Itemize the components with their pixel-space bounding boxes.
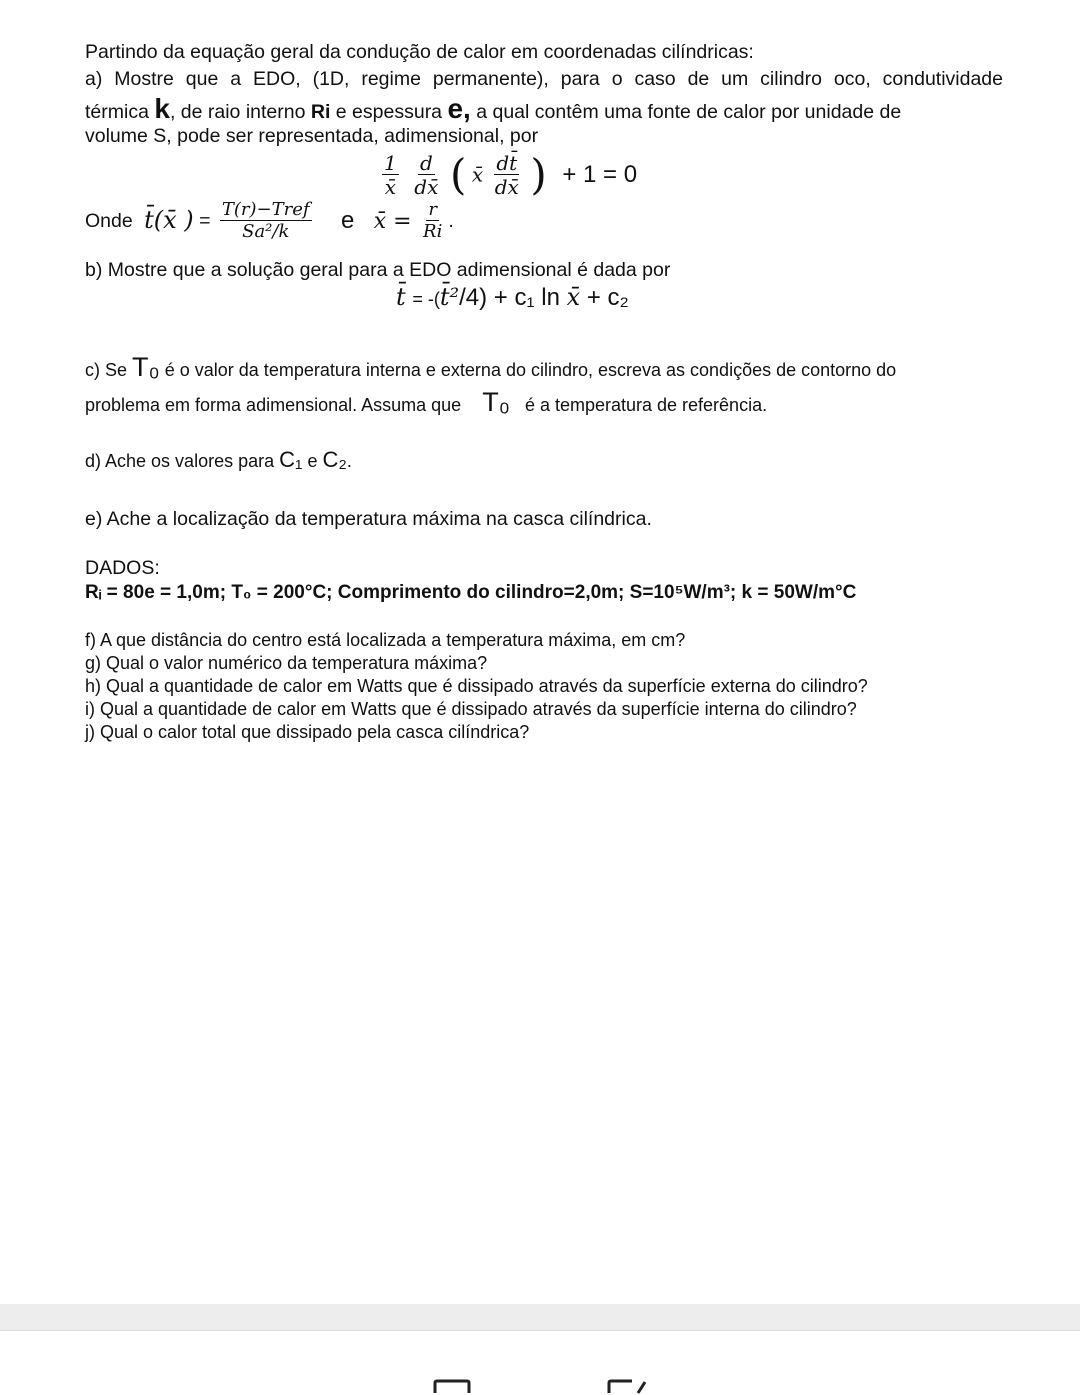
bottom-toolbar	[0, 1330, 1080, 1393]
onde-label: Onde	[85, 209, 133, 232]
symbol-k: k	[154, 93, 170, 124]
page-separator	[0, 1304, 1080, 1330]
onde-dot: .	[448, 209, 454, 232]
sol-mid: = -(	[412, 289, 440, 309]
question-h: h) Qual a quantidade de calor em Watts que é dissipado através da superfície externa do cilindro?	[85, 676, 868, 696]
dados-line: Rᵢ = 80e = 1,0m; T₀ = 200°C; Comprimento do cilindro=2,0m; S=10⁵W/m³; k = 50W/m°C	[85, 582, 857, 603]
c-line2-pre: problema em forma adimensional. Assuma que	[85, 395, 462, 415]
item-d	[85, 447, 352, 472]
sol-end: + c₂	[586, 284, 629, 311]
sol-t2: t̄²	[439, 283, 460, 311]
item-e: e) Ache a localização da temperatura máxima na casca cilíndrica.	[85, 508, 652, 530]
text-raio: , de raio interno	[169, 101, 306, 123]
d-c1: C₁	[279, 447, 303, 472]
onde-eq: =	[199, 209, 211, 232]
item-a-line1: a) Mostre que a EDO, (1D, regime permanente), para o caso de um cilindro oco, condutividade	[85, 68, 1003, 90]
d-end: .	[346, 451, 352, 471]
frac-d-dx: $\frac{d}{dx̄}$	[414, 150, 439, 199]
paren-close: )	[530, 150, 547, 199]
ode-rhs: + 1 = 0	[562, 161, 638, 189]
d-pre: d) Ache os valores para	[85, 451, 275, 471]
frac-r-ri: $\frac{r}{Ri}$	[423, 199, 443, 242]
onde-lhs: t̄(x̄ )	[144, 206, 194, 235]
crop-icon[interactable]	[432, 1379, 472, 1395]
question-i: i) Qual a quantidade de calor em Watts que é dissipado através da superfície interna do cilindro?	[85, 699, 857, 719]
symbol-e: e,	[447, 93, 471, 124]
xbar: x̄	[471, 162, 484, 187]
question-g: g) Qual o valor numérico da temperatura máxima?	[85, 653, 488, 673]
onde-e: e	[341, 207, 355, 235]
text-termica: térmica	[85, 101, 149, 123]
frac-one-over-x: $\frac{1}{x̄}$	[384, 150, 397, 199]
edit-icon[interactable]	[606, 1379, 646, 1395]
symbol-ri: Ri	[310, 101, 331, 123]
c-line2-t0: T₀	[482, 387, 510, 417]
paren-open: (	[449, 150, 467, 199]
item-c-line2	[85, 387, 767, 418]
onde-definitions	[85, 200, 454, 242]
frac-dt-dx: $\frac{dt̄}{dx̄}$	[494, 150, 519, 199]
c-pre: c) Se	[85, 360, 128, 380]
sol-x: x̄	[566, 283, 581, 311]
frac-temperature: $\frac{\text{T(r)−Tref}}{\text{Sa²/k}}$	[221, 199, 310, 242]
d-mid: e	[307, 451, 318, 471]
item-a-line3: volume S, pode ser representada, adimensional, por	[85, 125, 539, 147]
item-a-line2	[85, 93, 901, 125]
question-f: f) A que distância do centro está localizada a temperatura máxima, em cm?	[85, 630, 686, 650]
c-post: é o valor da temperatura interna e externa do cilindro, escreva as condições de contorno do	[164, 360, 897, 380]
item-b-line: b) Mostre que a solução geral para a EDO adimensional é dada por	[85, 259, 671, 281]
c-t0: T₀	[132, 352, 160, 382]
dados-title: DADOS:	[85, 557, 160, 579]
c-line2-post: é a temperatura de referência.	[524, 395, 768, 415]
d-c2: C₂	[322, 447, 347, 472]
ode-equation	[378, 151, 637, 199]
onde-xbar: x̄ =	[373, 208, 412, 234]
text-fonte: a qual contêm uma fonte de calor por unidade de	[476, 101, 902, 123]
general-solution	[396, 284, 629, 312]
sol-t: t̄	[396, 283, 406, 311]
intro-text: Partindo da equação geral da condução de calor em coordenadas cilíndricas:	[85, 41, 754, 63]
text-espessura: e espessura	[335, 101, 443, 123]
question-j: j) Qual o calor total que dissipado pela casca cilíndrica?	[85, 722, 530, 742]
item-c-line1	[85, 352, 896, 383]
sol-rest: /4) + c₁ ln	[459, 284, 560, 311]
